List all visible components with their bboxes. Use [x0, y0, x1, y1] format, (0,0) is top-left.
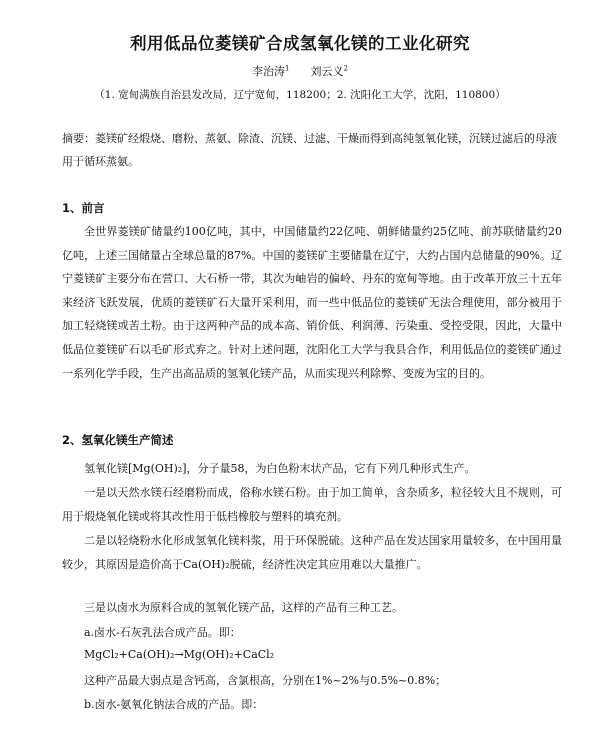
section-1-paragraph: 全世界菱镁矿储量约100亿吨，其中，中国储量约22亿吨、朝鲜储量约25亿吨、前苏联储量约20亿吨，上述三国储量占全球总量的87%。中国的菱镁矿主要储量在辽宁，大约占国内总储量的90%。辽宁菱镁矿主要分布在营口、大石桥一带，其次为岫岩的偏岭、丹东的宽甸等地。由于改革开放三十五年来经济飞跃发展，优质的菱镁矿石大量开采利用，而一些中低品位的菱镁矿无法合理使用，部分被用于加工轻烧镁或苦土粉。由于这两种产品的成本高、销价低、利润薄、污染重、受控受限，因此，大量中低品位菱镁矿石以毛矿形式弃之。针对上述问题，沈阳化工大学与我县合作，利用低品位的菱镁矿通过一系列化学手段，生产出高品质的氢氧化镁产品，从而实现兴利除弊、变废为宝的目的。: [62, 225, 562, 380]
section-2-paragraph-4: 三是以卤水为原料合成的氢氧化镁产品，这样的产品有三种工艺。: [84, 601, 403, 614]
author-2-sup: 2: [343, 64, 348, 73]
section-2-paragraph-3: 二是以轻烧粉水化形成氢氧化镁料浆，用于环保脱硫。这种产品在发达国家用量较多，在中国用量较少，其原因是造价高于Ca(OH)₂脱硫，经济性决定其应用难以大量推广。: [62, 534, 562, 571]
equation-note: 这种产品最大弱点是含钙高，含氯根高，分别在1%~2%与0.5%~0.8%；: [84, 674, 447, 687]
section-2-paragraph-2: 一是以天然水镁石经磨粉而成，俗称水镁石粉。由于加工简单，含杂质多，粒径较大且不规则，可用于煅烧氧化镁或将其改性用于低档橡胶与塑料的填充剂。: [62, 486, 562, 523]
affiliation: （1. 宽甸满族自治县发改局，辽宁宽甸，118200；2. 沈阳化工大学，沈阳，110800）: [94, 89, 506, 101]
author-1: 李治涛: [252, 65, 286, 78]
author-1-sup: 1: [285, 64, 290, 73]
item-b: b.卤水-氨氧化钠法合成的产品。即：: [84, 698, 264, 711]
equation: MgCl₂+Ca(OH)₂→Mg(OH)₂+CaCl₂: [84, 648, 275, 661]
item-a: a.卤水-石灰乳法合成产品。即：: [84, 626, 241, 639]
section-1-heading: 1、前言: [62, 201, 105, 215]
abstract: 摘要：菱镁矿经煅烧、磨粉、蒸氨、除渣、沉镁、过滤、干燥而得到高纯氢氧化镁，沉镁过滤后的母液用于循环蒸氨。: [62, 132, 557, 168]
author-line: [0, 63, 600, 79]
author-2: 刘云义: [310, 65, 344, 78]
paper-title: 利用低品位菱镁矿合成氢氧化镁的工业化研究: [130, 34, 470, 53]
section-2-heading: 2、氢氧化镁生产简述: [62, 433, 174, 447]
section-2-paragraph-1: 氢氧化镁[Mg(OH)₂]，分子量58，为白色粉末状产品，它有下列几种形式生产。: [84, 462, 476, 475]
